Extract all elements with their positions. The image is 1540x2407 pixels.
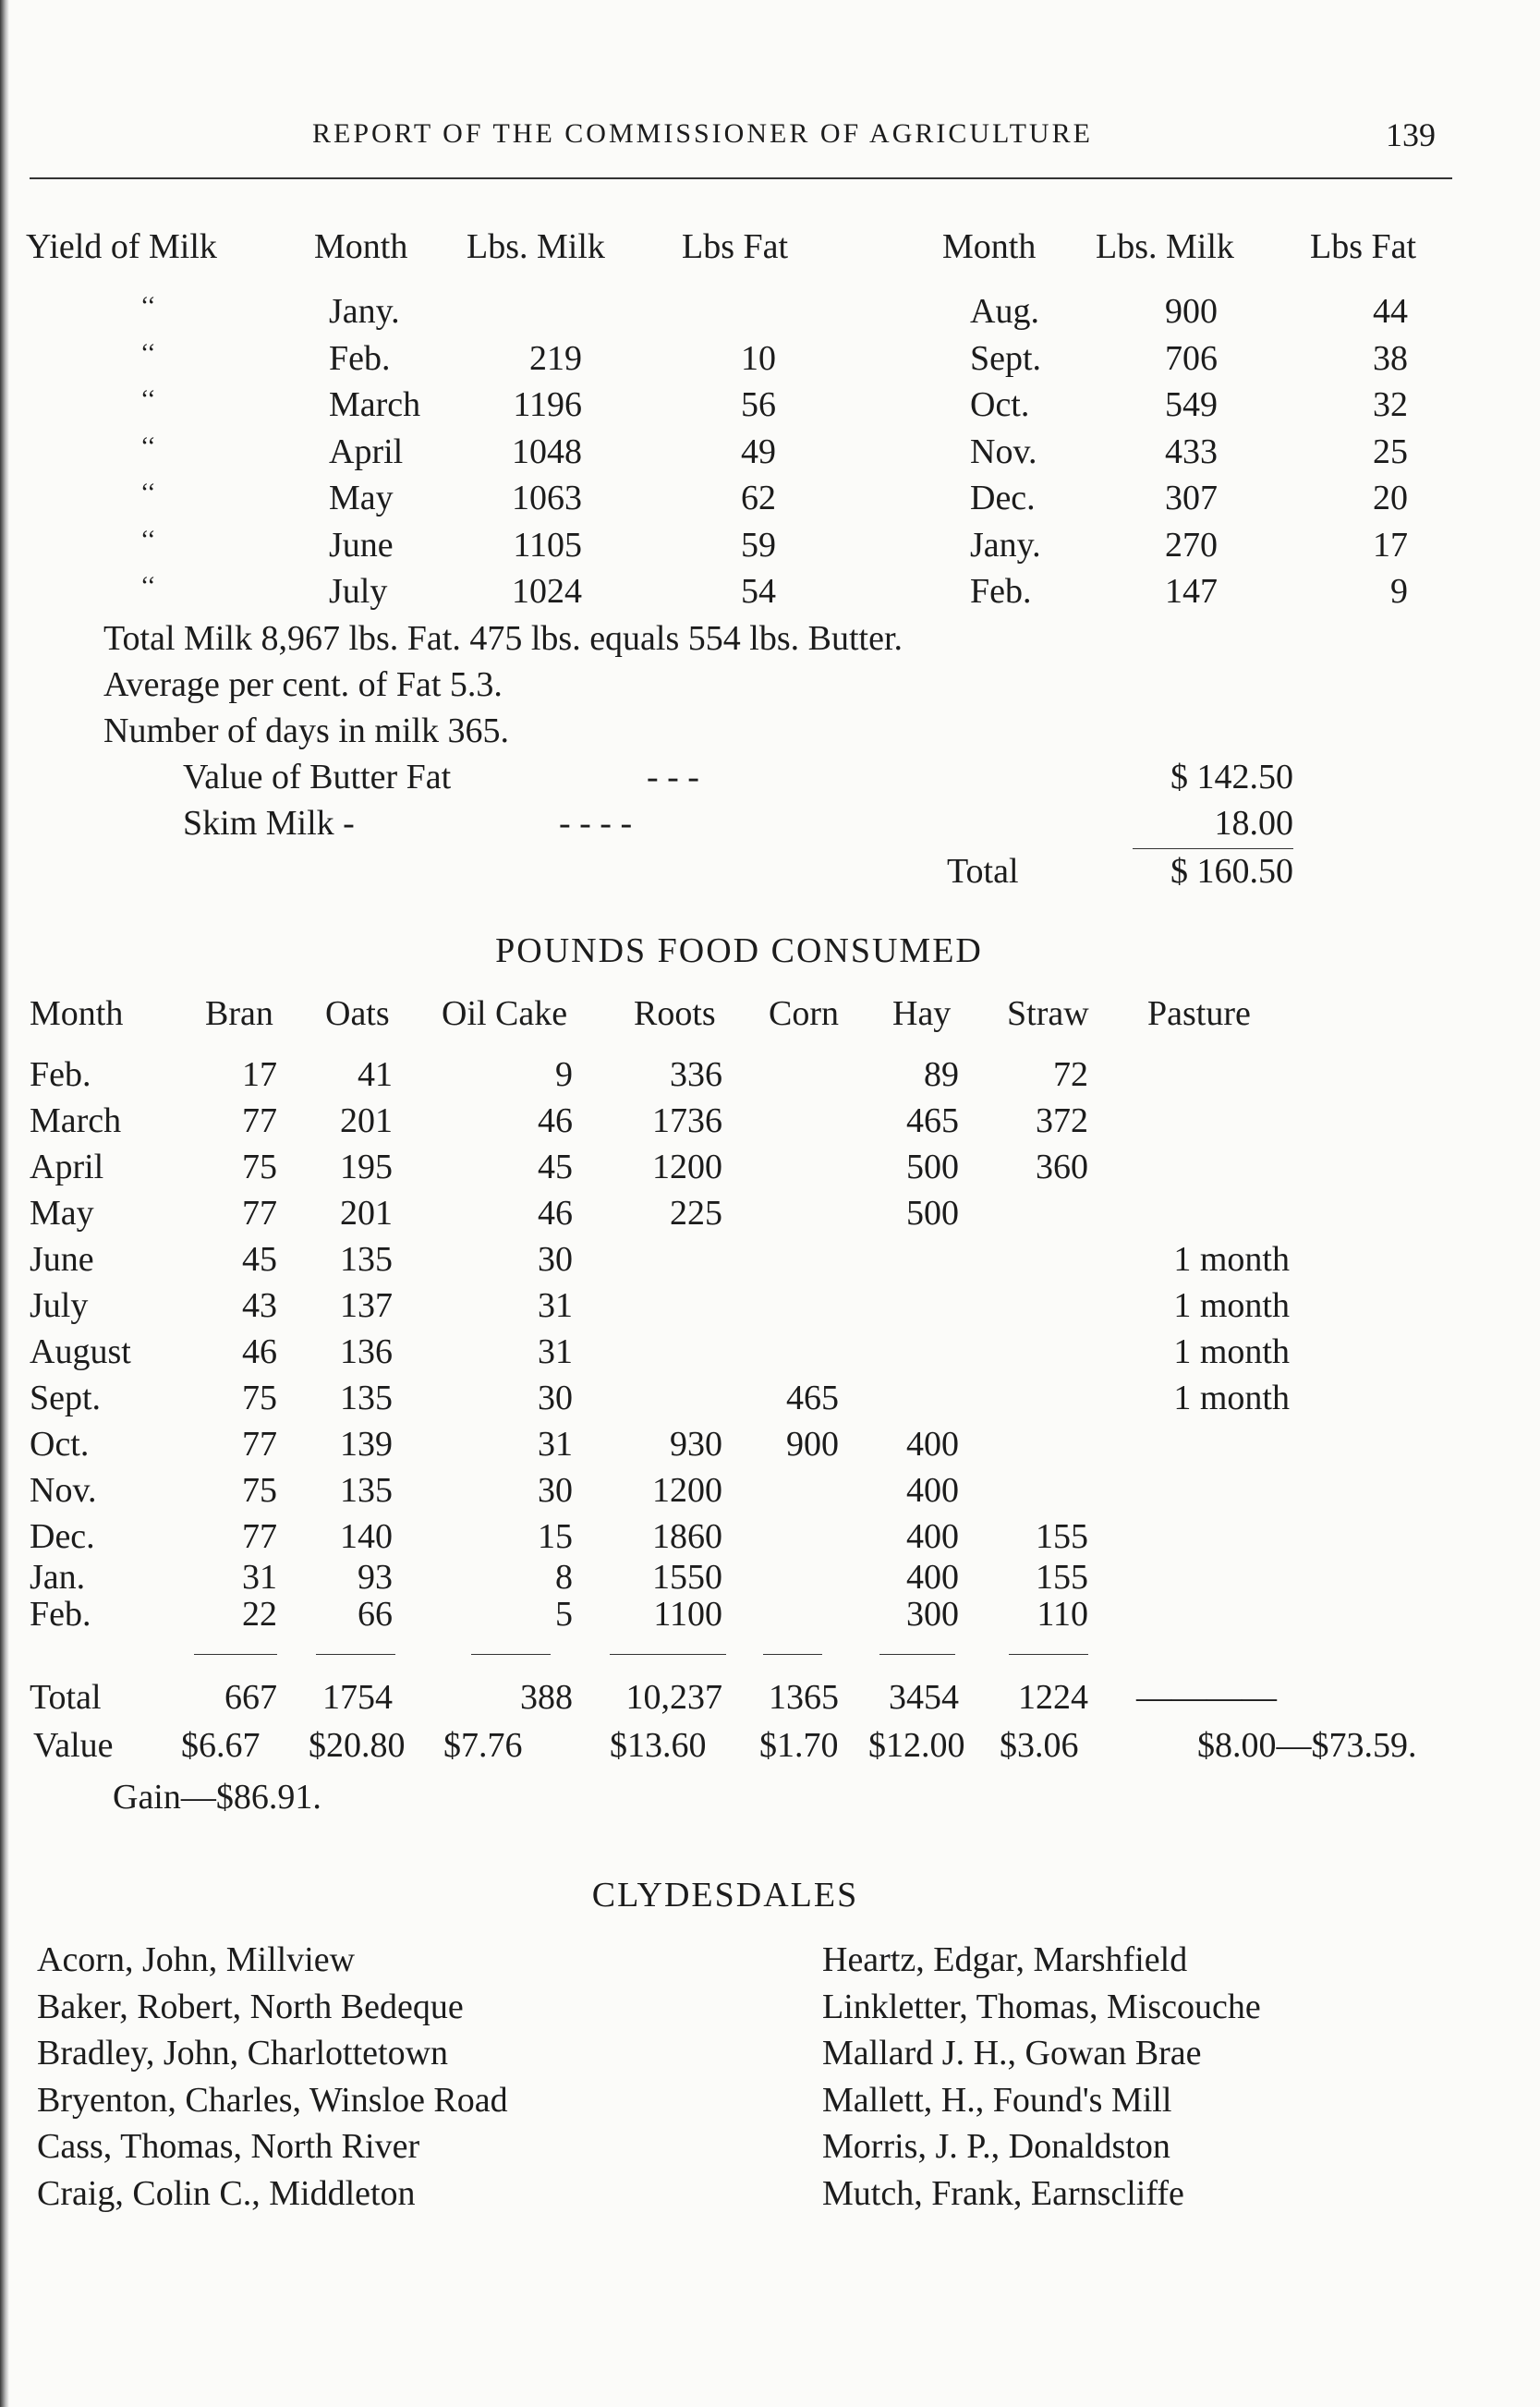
col-header-lbs-fat-2: Lbs Fat bbox=[1310, 227, 1417, 266]
food-cell: 400 bbox=[906, 1425, 959, 1464]
food-col-header: Oil Cake bbox=[442, 994, 568, 1033]
food-cell: 372 bbox=[1036, 1101, 1088, 1140]
food-cell: 41 bbox=[358, 1055, 393, 1094]
page-number: 139 bbox=[1386, 116, 1436, 153]
binding-shadow bbox=[0, 0, 9, 2407]
sum-rule bbox=[1133, 848, 1293, 849]
sum-rule bbox=[610, 1654, 726, 1655]
food-cell: 1100 bbox=[653, 1595, 722, 1634]
month-cell: May bbox=[329, 479, 394, 517]
food-col-header: Corn bbox=[769, 994, 839, 1033]
food-cell: 1 month bbox=[1173, 1332, 1290, 1371]
food-month-cell: Nov. bbox=[30, 1471, 97, 1510]
food-cell: 8 bbox=[555, 1558, 573, 1597]
food-cell: 30 bbox=[538, 1379, 573, 1417]
yield-of-milk-label: Yield of Milk bbox=[26, 227, 217, 266]
lbs-fat-cell: 38 bbox=[1373, 338, 1408, 378]
lbs-fat-cell: 59 bbox=[741, 525, 776, 565]
food-month-cell: Jan. bbox=[30, 1558, 86, 1597]
sum-rule bbox=[1009, 1654, 1088, 1655]
running-head: REPORT OF THE COMMISSIONER OF AGRICULTURE bbox=[312, 118, 1093, 149]
skim-milk-leaders: - - - - bbox=[559, 804, 633, 843]
month-cell: Feb. bbox=[329, 338, 391, 378]
food-value-label: Value bbox=[33, 1726, 114, 1765]
grand-total-label: Total bbox=[947, 852, 1019, 891]
breeder-entry: Bryenton, Charles, Winsloe Road bbox=[37, 2080, 508, 2120]
food-cell: 201 bbox=[340, 1194, 393, 1233]
food-cell: 17 bbox=[242, 1055, 277, 1094]
lbs-milk-cell: 900 bbox=[1165, 292, 1218, 331]
food-cell: 30 bbox=[538, 1471, 573, 1510]
lbs-milk-cell: 147 bbox=[1165, 572, 1218, 611]
food-cell: 1 month bbox=[1173, 1379, 1290, 1417]
food-total-cell: 1224 bbox=[1018, 1678, 1088, 1717]
lbs-milk-cell: 1063 bbox=[512, 479, 582, 517]
food-value-cell: $7.76 bbox=[443, 1726, 523, 1765]
food-cell: 46 bbox=[538, 1194, 573, 1233]
lbs-milk-cell: 1024 bbox=[512, 572, 582, 611]
col-header-lbs-milk: Lbs. Milk bbox=[467, 227, 605, 266]
breeder-entry: Mallett, H., Found's Mill bbox=[822, 2080, 1172, 2120]
food-month-cell: Sept. bbox=[30, 1379, 102, 1417]
col-header-month-2: Month bbox=[942, 227, 1037, 266]
skim-milk-value: 18.00 bbox=[1214, 804, 1293, 843]
food-cell: 155 bbox=[1036, 1558, 1088, 1597]
month-cell: March bbox=[329, 385, 421, 424]
average-fat-line: Average per cent. of Fat 5.3. bbox=[103, 665, 503, 704]
food-cell: 300 bbox=[906, 1595, 959, 1634]
food-cell: 1200 bbox=[652, 1148, 722, 1186]
food-cell: 72 bbox=[1053, 1055, 1088, 1094]
food-cell: 1 month bbox=[1173, 1240, 1290, 1279]
sum-rule bbox=[194, 1654, 277, 1655]
food-cell: 930 bbox=[670, 1425, 722, 1464]
lbs-milk-cell: 1048 bbox=[512, 432, 582, 471]
ditto-mark: ‘‘ bbox=[140, 338, 156, 368]
col-header-lbs-milk-2: Lbs. Milk bbox=[1096, 227, 1234, 266]
food-total-cell: 1365 bbox=[769, 1678, 839, 1717]
food-cell: 1550 bbox=[652, 1558, 722, 1597]
food-cell: 30 bbox=[538, 1240, 573, 1279]
food-cell: 77 bbox=[242, 1101, 277, 1140]
food-cell: 110 bbox=[1037, 1595, 1088, 1634]
gain-line: Gain—$86.91. bbox=[113, 1778, 321, 1817]
food-cell: 465 bbox=[786, 1379, 839, 1417]
food-value-cell: $3.06 bbox=[1000, 1726, 1079, 1765]
food-cell: 75 bbox=[242, 1379, 277, 1417]
food-cell: 155 bbox=[1036, 1517, 1088, 1556]
food-cell: 31 bbox=[538, 1425, 573, 1464]
food-value-cell: $13.60 bbox=[610, 1726, 707, 1765]
food-cell: 1 month bbox=[1173, 1286, 1290, 1325]
month-cell: Jany. bbox=[329, 292, 400, 331]
food-table-title: POUNDS FOOD CONSUMED bbox=[495, 931, 983, 970]
lbs-milk-cell: 270 bbox=[1165, 525, 1218, 565]
month-cell: Jany. bbox=[970, 525, 1041, 565]
breeder-entry: Bradley, John, Charlottetown bbox=[37, 2034, 449, 2073]
food-cell: 45 bbox=[538, 1148, 573, 1186]
food-month-cell: July bbox=[30, 1286, 89, 1325]
breeder-entry: Craig, Colin C., Middleton bbox=[37, 2173, 416, 2213]
food-cell: 400 bbox=[906, 1517, 959, 1556]
sum-rule bbox=[316, 1654, 395, 1655]
food-cell: 139 bbox=[340, 1425, 393, 1464]
food-cell: 75 bbox=[242, 1471, 277, 1510]
col-header-month: Month bbox=[314, 227, 408, 266]
month-cell: Oct. bbox=[970, 385, 1030, 424]
lbs-fat-cell: 49 bbox=[741, 432, 776, 471]
food-cell: 43 bbox=[242, 1286, 277, 1325]
food-cell: 5 bbox=[555, 1595, 573, 1634]
food-month-cell: Feb. bbox=[30, 1055, 91, 1094]
food-cell: 1200 bbox=[652, 1471, 722, 1510]
lbs-milk-cell: 706 bbox=[1165, 338, 1218, 378]
header-rule bbox=[30, 177, 1452, 179]
food-total-cell: 667 bbox=[224, 1678, 277, 1717]
col-header-lbs-fat: Lbs Fat bbox=[682, 227, 789, 266]
food-cell: 9 bbox=[555, 1055, 573, 1094]
month-cell: Aug. bbox=[970, 292, 1039, 331]
lbs-milk-cell: 219 bbox=[529, 338, 582, 378]
food-col-header: Hay bbox=[892, 994, 952, 1033]
month-cell: Dec. bbox=[970, 479, 1036, 517]
lbs-fat-cell: 10 bbox=[741, 338, 776, 378]
food-value-cell: $1.70 bbox=[759, 1726, 839, 1765]
food-cell: 31 bbox=[538, 1286, 573, 1325]
breeder-entry: Cass, Thomas, North River bbox=[37, 2127, 420, 2166]
lbs-fat-cell: 44 bbox=[1373, 292, 1408, 331]
food-cell: 201 bbox=[340, 1101, 393, 1140]
lbs-fat-cell: 20 bbox=[1373, 479, 1408, 517]
food-col-header: Month bbox=[30, 994, 124, 1033]
lbs-fat-cell: 9 bbox=[1390, 572, 1408, 611]
ditto-mark: ‘‘ bbox=[140, 525, 156, 554]
breeder-entry: Baker, Robert, North Bedeque bbox=[37, 1987, 464, 2026]
food-month-cell: Oct. bbox=[30, 1425, 90, 1464]
food-total-cell: ———— bbox=[1136, 1678, 1277, 1717]
food-cell: 89 bbox=[924, 1055, 959, 1094]
food-total-cell: 3454 bbox=[889, 1678, 959, 1717]
breeder-entry: Acorn, John, Millview bbox=[37, 1940, 356, 1979]
food-cell: 31 bbox=[538, 1332, 573, 1371]
food-cell: 465 bbox=[906, 1101, 959, 1140]
food-cell: 195 bbox=[340, 1148, 393, 1186]
food-cell: 46 bbox=[538, 1101, 573, 1140]
food-cell: 46 bbox=[242, 1332, 277, 1371]
food-month-cell: April bbox=[30, 1148, 104, 1186]
ditto-mark: ‘‘ bbox=[140, 385, 156, 414]
food-cell: 360 bbox=[1036, 1148, 1088, 1186]
food-value-cell: $8.00—$73.59. bbox=[1197, 1726, 1417, 1765]
ditto-mark: ‘‘ bbox=[140, 479, 156, 507]
food-cell: 1860 bbox=[652, 1517, 722, 1556]
food-cell: 140 bbox=[340, 1517, 393, 1556]
breeder-entry: Mutch, Frank, Earnscliffe bbox=[822, 2173, 1184, 2213]
food-total-label: Total bbox=[30, 1678, 102, 1717]
food-total-cell: 10,237 bbox=[625, 1678, 722, 1717]
food-cell: 1736 bbox=[652, 1101, 722, 1140]
food-value-cell: $6.67 bbox=[181, 1726, 261, 1765]
lbs-milk-cell: 549 bbox=[1165, 385, 1218, 424]
food-cell: 93 bbox=[358, 1558, 393, 1597]
food-month-cell: June bbox=[30, 1240, 94, 1279]
food-month-cell: August bbox=[30, 1332, 131, 1371]
food-cell: 77 bbox=[242, 1517, 277, 1556]
food-cell: 400 bbox=[906, 1558, 959, 1597]
food-cell: 225 bbox=[670, 1194, 722, 1233]
food-col-header: Oats bbox=[325, 994, 390, 1033]
month-cell: June bbox=[329, 525, 394, 565]
food-cell: 75 bbox=[242, 1148, 277, 1186]
food-cell: 15 bbox=[538, 1517, 573, 1556]
food-month-cell: Dec. bbox=[30, 1517, 95, 1556]
lbs-fat-cell: 25 bbox=[1373, 432, 1408, 471]
food-total-cell: 1754 bbox=[322, 1678, 393, 1717]
food-cell: 135 bbox=[340, 1471, 393, 1510]
lbs-fat-cell: 56 bbox=[741, 385, 776, 424]
food-col-header: Straw bbox=[1007, 994, 1089, 1033]
lbs-fat-cell: 54 bbox=[741, 572, 776, 611]
total-milk-line: Total Milk 8,967 lbs. Fat. 475 lbs. equals 554 lbs. Butter. bbox=[103, 619, 903, 658]
skim-milk-label: Skim Milk - bbox=[183, 804, 355, 843]
food-cell: 22 bbox=[242, 1595, 277, 1634]
clydesdales-title: CLYDESDALES bbox=[591, 1876, 859, 1915]
sum-rule bbox=[879, 1654, 955, 1655]
month-cell: July bbox=[329, 572, 388, 611]
breeder-entry: Linkletter, Thomas, Miscouche bbox=[822, 1987, 1261, 2026]
lbs-fat-cell: 32 bbox=[1373, 385, 1408, 424]
lbs-milk-cell: 307 bbox=[1165, 479, 1218, 517]
food-cell: 136 bbox=[340, 1332, 393, 1371]
food-total-cell: 388 bbox=[520, 1678, 573, 1717]
food-col-header: Pasture bbox=[1147, 994, 1251, 1033]
ditto-mark: ‘‘ bbox=[140, 292, 156, 321]
days-in-milk-line: Number of days in milk 365. bbox=[103, 711, 510, 750]
month-cell: Feb. bbox=[970, 572, 1032, 611]
lbs-milk-cell: 433 bbox=[1165, 432, 1218, 471]
food-cell: 400 bbox=[906, 1471, 959, 1510]
food-cell: 336 bbox=[670, 1055, 722, 1094]
food-cell: 77 bbox=[242, 1194, 277, 1233]
breeder-entry: Morris, J. P., Donaldston bbox=[822, 2127, 1170, 2166]
lbs-fat-cell: 17 bbox=[1373, 525, 1408, 565]
butter-fat-value: $ 142.50 bbox=[1170, 758, 1293, 796]
food-cell: 500 bbox=[906, 1148, 959, 1186]
lbs-milk-cell: 1105 bbox=[513, 525, 582, 565]
food-month-cell: Feb. bbox=[30, 1595, 91, 1634]
food-cell: 900 bbox=[786, 1425, 839, 1464]
food-col-header: Bran bbox=[205, 994, 273, 1033]
grand-total-value: $ 160.50 bbox=[1170, 852, 1293, 891]
month-cell: April bbox=[329, 432, 404, 471]
sum-rule bbox=[763, 1654, 822, 1655]
month-cell: Nov. bbox=[970, 432, 1037, 471]
food-cell: 31 bbox=[242, 1558, 277, 1597]
food-cell: 135 bbox=[340, 1240, 393, 1279]
food-col-header: Roots bbox=[634, 994, 716, 1033]
food-cell: 500 bbox=[906, 1194, 959, 1233]
lbs-milk-cell: 1196 bbox=[513, 385, 582, 424]
butter-fat-leaders: - - - bbox=[647, 758, 699, 796]
food-value-cell: $12.00 bbox=[868, 1726, 965, 1765]
food-cell: 45 bbox=[242, 1240, 277, 1279]
ditto-mark: ‘‘ bbox=[140, 572, 156, 601]
sum-rule bbox=[471, 1654, 551, 1655]
lbs-fat-cell: 62 bbox=[741, 479, 776, 517]
food-cell: 135 bbox=[340, 1379, 393, 1417]
butter-fat-label: Value of Butter Fat bbox=[183, 758, 452, 796]
month-cell: Sept. bbox=[970, 338, 1042, 378]
food-cell: 137 bbox=[340, 1286, 393, 1325]
food-cell: 66 bbox=[358, 1595, 393, 1634]
food-cell: 77 bbox=[242, 1425, 277, 1464]
food-value-cell: $20.80 bbox=[309, 1726, 406, 1765]
breeder-entry: Mallard J. H., Gowan Brae bbox=[822, 2034, 1202, 2073]
food-month-cell: May bbox=[30, 1194, 94, 1233]
ditto-mark: ‘‘ bbox=[140, 432, 156, 461]
food-month-cell: March bbox=[30, 1101, 122, 1140]
breeder-entry: Heartz, Edgar, Marshfield bbox=[822, 1940, 1188, 1979]
